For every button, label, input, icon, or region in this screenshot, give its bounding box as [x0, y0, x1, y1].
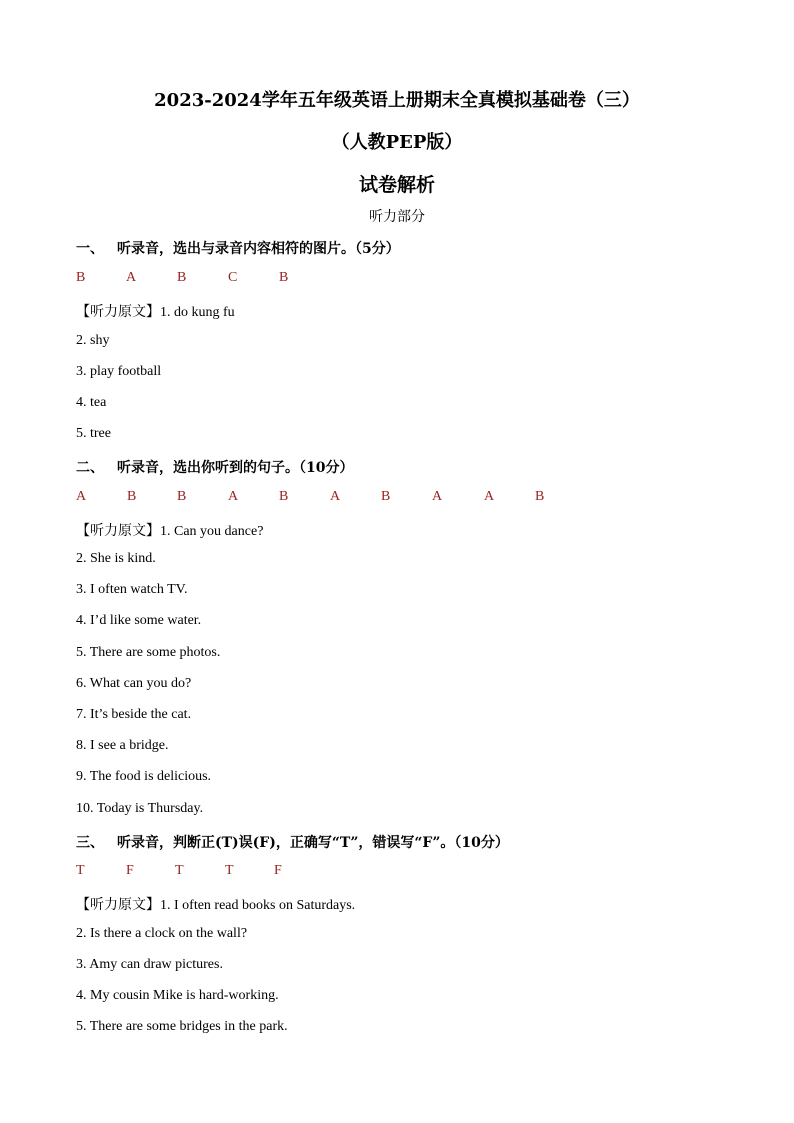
section-number: 三、 [76, 835, 104, 851]
section-instructions: 听录音，选出你听到的句子。（10分） [117, 460, 354, 476]
answer-letter: T [76, 863, 85, 878]
transcript-line: 4. I’d like some water. [76, 613, 202, 628]
page-subtitle: （人教PEP版） [331, 132, 463, 153]
transcript-line: 5. There are some photos. [76, 645, 221, 660]
transcript-line: 6. What can you do? [76, 676, 192, 691]
answer-letter: B [127, 489, 137, 504]
transcript-line: 2. She is kind. [76, 551, 156, 566]
answer-letter: B [381, 489, 391, 504]
transcript-line: 5. There are some bridges in the park. [76, 1019, 288, 1034]
answer-letter: A [330, 489, 341, 504]
answer-letter: A [126, 270, 137, 285]
transcript-line: 3. Amy can draw pictures. [76, 957, 223, 972]
section-number: 一、 [76, 241, 104, 257]
part-label: 听力部分 [369, 209, 425, 225]
transcript-line: 2. Is there a clock on the wall? [76, 926, 248, 941]
answer-letter: A [228, 489, 239, 504]
answer-letter: B [535, 489, 545, 504]
transcript-line: 【听力原文】1. do kung fu [76, 304, 235, 320]
section-2-title [76, 457, 353, 477]
answer-letter: B [279, 270, 289, 285]
transcript-line: 5. tree [76, 426, 111, 441]
transcript-line: 【听力原文】1. Can you dance? [76, 523, 264, 539]
transcript-line: 8. I see a bridge. [76, 738, 169, 753]
section-1-title [76, 238, 400, 258]
transcript-line: 4. tea [76, 395, 107, 410]
transcript-label: 【听力原文】 [76, 523, 160, 539]
answer-letter: A [76, 489, 87, 504]
answer-letter: F [274, 863, 282, 878]
transcript-line: 3. play football [76, 364, 162, 379]
answer-letter: F [126, 863, 134, 878]
answer-letter: C [228, 270, 238, 285]
transcript-line: 7. It’s beside the cat. [76, 707, 192, 722]
answer-letter: B [177, 270, 187, 285]
answer-letter: T [225, 863, 234, 878]
transcript-line: 【听力原文】1. I often read books on Saturdays. [76, 897, 356, 913]
answer-letter: A [432, 489, 443, 504]
answer-letter: B [279, 489, 289, 504]
transcript-line: 10. Today is Thursday. [76, 801, 204, 816]
transcript-label: 【听力原文】 [76, 897, 160, 913]
section-3-title [76, 832, 509, 852]
transcript-label: 【听力原文】 [76, 304, 160, 320]
answer-letter: T [175, 863, 184, 878]
section-instructions: 听录音，选出与录音内容相符的图片。（5分） [117, 241, 400, 257]
answer-letter: A [484, 489, 495, 504]
transcript-line: 4. My cousin Mike is hard-working. [76, 988, 279, 1003]
page-title: 2023-2024学年五年级英语上册期末全真模拟基础卷（三） [154, 90, 640, 111]
answer-letter: B [177, 489, 187, 504]
section-instructions: 听录音，判断正(T)误(F)，正确写“T”，错误写“F”。（10分） [117, 835, 509, 851]
transcript-line: 9. The food is delicious. [76, 769, 212, 784]
transcript-line: 2. shy [76, 333, 110, 348]
transcript-line: 3. I often watch TV. [76, 582, 188, 597]
section-number: 二、 [76, 460, 104, 476]
answer-letter: B [76, 270, 86, 285]
analysis-heading: 试卷解析 [358, 174, 435, 196]
